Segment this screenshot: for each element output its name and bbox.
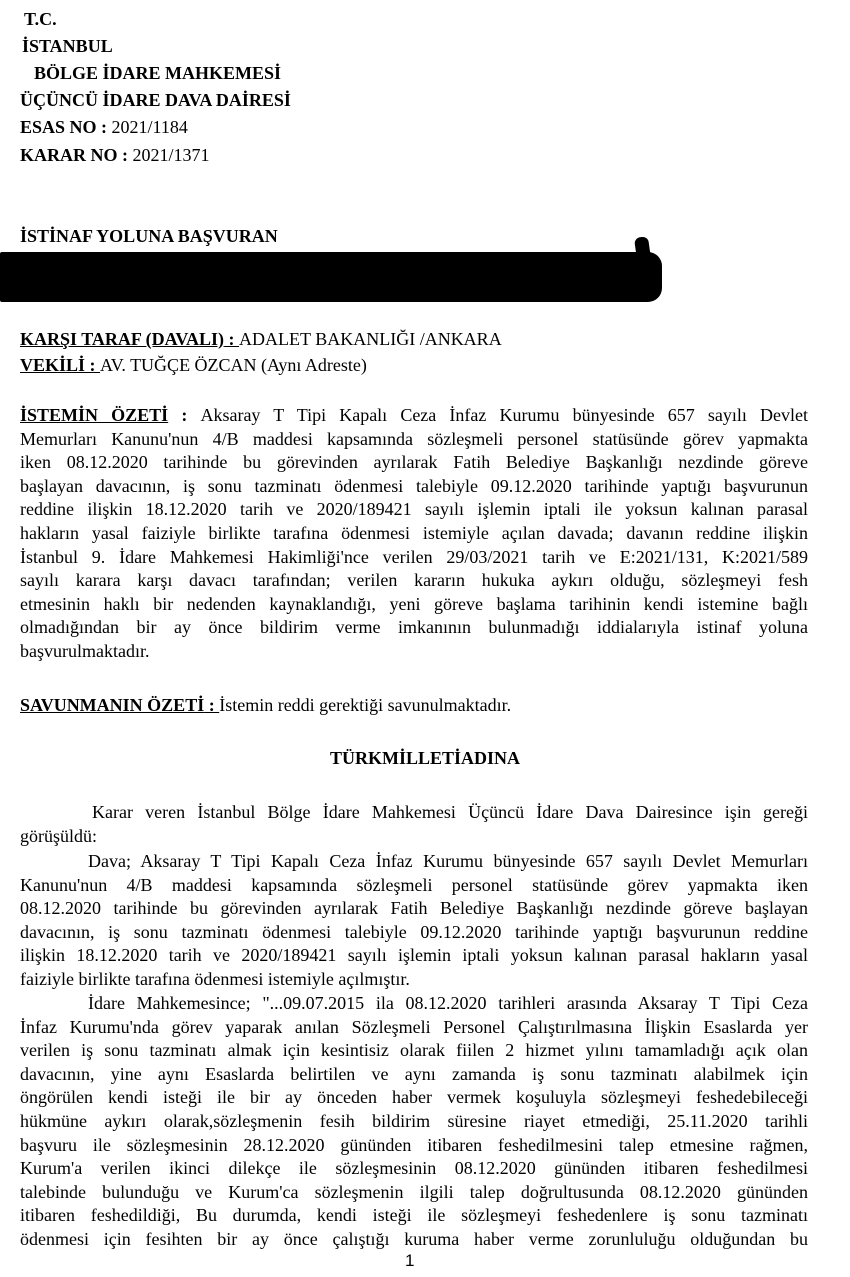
body-line: verilen iş sonu tazminatı almak için kesintisiz olarak fiilen 2 hizmet yılını tamamladığı açık olan — [20, 1040, 808, 1061]
esas-no — [20, 116, 188, 138]
defendant-value: ADALET BAKANLIĞI /ANKARA — [239, 329, 502, 349]
claim-line: iken 08.12.2020 tarihinde bu görevinden ayrılarak Fatih Belediye Başkanlığı nezdinde göreve — [20, 452, 808, 473]
verdict-title: TÜRKMİLLETİADINA — [329, 748, 521, 768]
claim-summary — [20, 404, 808, 664]
body-paragraph-2 — [20, 850, 808, 992]
header-court: BÖLGE İDARE MAHKEMESİ — [34, 63, 282, 83]
attorney-line — [20, 354, 808, 378]
claim-line: etmesinin haklı bir nedenden kaynaklandığı, yeni göreve başlama tarihinin kendi istemine bağlı — [20, 593, 808, 614]
karar-no-value: 2021/1371 — [132, 145, 210, 165]
karar-no-label: KARAR NO : — [20, 145, 128, 165]
body-line: başvuru ile sözleşmesinin 28.12.2020 gününden itibaren feshedilmesini talep etmesine rağmen, — [20, 1134, 808, 1155]
body-line: davacının, yine aynı Esaslarda belirtilen ve aynı zamanda iş sonu tazminatı alabilmek için — [20, 1063, 808, 1084]
body-paragraph-3 — [20, 992, 808, 1252]
karar-no — [20, 144, 210, 166]
body-line: Karar veren İstanbul Bölge İdare Mahkemesi Üçüncü İdare Dava Dairesince işin gereği — [92, 802, 808, 822]
defendant-label: KARŞI TARAF (DAVALI) — [20, 329, 225, 349]
claim-line: hakların yasal faiziyle birlikte tarafına ödenmesi istemiyle açılan davada; davanın reddine ilişkin — [20, 522, 808, 543]
defense-summary-label: SAVUNMANIN ÖZETİ — [20, 695, 205, 715]
body-line: İdare Mahkemesince; "...09.07.2015 ila 08.12.2020 tarihleri arasında Aksaray T Tipi Ceza — [88, 993, 808, 1013]
body-line: ilişkin 18.12.2020 tarih ve 2020/189421 sayılı işlemin iptali yoksun kalınan parasal hakların yasal — [20, 945, 808, 966]
body-line: Kanunu'nun 4/B maddesi kapsamında sözleşmeli personel statüsünde görev yapmakta iken — [20, 874, 808, 895]
claim-line: reddine ilişkin 18.12.2020 tarih ve 2020/189421 sayılı işlemin iptali ile yoksun kalınan parasal — [20, 499, 808, 520]
body-line: itibaren feshedildiği, Bu durumda, kendi isteği ile sözleşmeyi feshedenlere iş sonu tazminatı — [20, 1205, 808, 1226]
header-city: İSTANBUL — [22, 36, 113, 56]
body-line: öngörülen kendi isteği ile bir ay önceden haber vermek koşuluyla sözleşmeyi feshedebileceği — [20, 1087, 808, 1108]
defense-summary — [20, 694, 808, 718]
defendant-colon: : — [224, 329, 240, 349]
redaction-mark — [634, 236, 652, 268]
attorney-value: AV. TUĞÇE ÖZCAN (Aynı Adreste) — [100, 355, 367, 375]
header-chamber: ÜÇÜNCÜ İDARE DAVA DAİRESİ — [20, 90, 291, 110]
esas-no-value: 2021/1184 — [111, 117, 188, 137]
body-line: Dava; Aksaray T Tipi Kapalı Ceza İnfaz Kurumu bünyesinde 657 sayılı Devlet Memurları — [88, 851, 808, 871]
claim-line: Memurları Kanunu'nun 4/B maddesi kapsamında sözleşmeli personel statüsünde görev yapmakta — [20, 428, 808, 449]
claim-line: başvurulmaktadır. — [20, 640, 150, 661]
esas-no-label: ESAS NO : — [20, 117, 108, 137]
header-tc: T.C. — [24, 9, 57, 29]
body-line: hükmüne aykırı olarak,sözleşmenin fesih bildirim süresine riayet etmediği, 25.11.2020 tarihli — [20, 1110, 808, 1131]
claim-summary-label: İSTEMİN ÖZETİ — [20, 405, 169, 425]
redaction-block — [0, 252, 662, 302]
body-line: talebinde bulunduğu ve Kurum'ca sözleşmenin ilgili talep doğrultusunda 08.12.2020 gününden — [20, 1181, 808, 1202]
defendant-line — [20, 328, 808, 352]
claim-summary-colon: : — [168, 405, 201, 425]
claim-line: İstanbul 9. İdare Mahkemesi Hakimliği'nce verilen 29/03/2021 tarih ve E:2021/131, K:2021/589 — [20, 546, 808, 567]
appellant-label: İSTİNAF YOLUNA BAŞVURAN — [20, 226, 278, 246]
defense-summary-colon: : — [204, 695, 220, 715]
attorney-label: VEKİLİ — [20, 355, 86, 375]
defense-summary-value: İstemin reddi gerektiği savunulmaktadır. — [219, 695, 512, 715]
body-line: davacının, iş sonu tazminatı ödenmesi talebiyle 09.12.2020 tarihinde yaptığı başvurunun reddine — [20, 921, 808, 942]
page-number: 1 — [405, 1251, 415, 1270]
claim-line: başlayan davacının, iş sonu tazminatı ödenmesi talebiyle 09.12.2020 tarihinde yaptığı başvurunun — [20, 475, 808, 496]
body-line: Kurum'a verilen ikinci dilekçe ile sözleşmesinin 08.12.2020 gününden itibaren feshedilmesi — [20, 1158, 808, 1179]
body-line: ödenmesi için fesihten bir ay önce çalıştığı kuruma haber verme zorunluluğu olduğundan bu — [20, 1228, 808, 1249]
claim-line: olmadığından bir ay önce bildirim verme imkanının bulunmadığı iddialarıyla istinaf yoluna — [20, 617, 808, 638]
body-line: faiziyle birlikte tarafına ödenmesi istemiyle açılmıştır. — [20, 968, 410, 989]
body-line: 08.12.2020 tarihinde bu görevinden ayrılarak Fatih Belediye Başkanlığı nezdinde göreve başlayan — [20, 898, 808, 919]
claim-line: Aksaray T Tipi Kapalı Ceza İnfaz Kurumu bünyesinde 657 sayılı Devlet — [200, 405, 808, 425]
body-line: İnfaz Kurumu'nda görev yaparak anılan Sözleşmeli Personel Çalıştırılmasına İlişkin Esaslarda yer — [20, 1016, 808, 1037]
body-line: görüşüldü: — [20, 825, 98, 846]
body-paragraph-1 — [20, 801, 808, 848]
claim-line: sayılı karara karşı davacı tarafından; verilen kararın hukuka aykırı olduğu, sözleşmeyi fesh — [20, 570, 808, 591]
attorney-colon: : — [85, 355, 101, 375]
